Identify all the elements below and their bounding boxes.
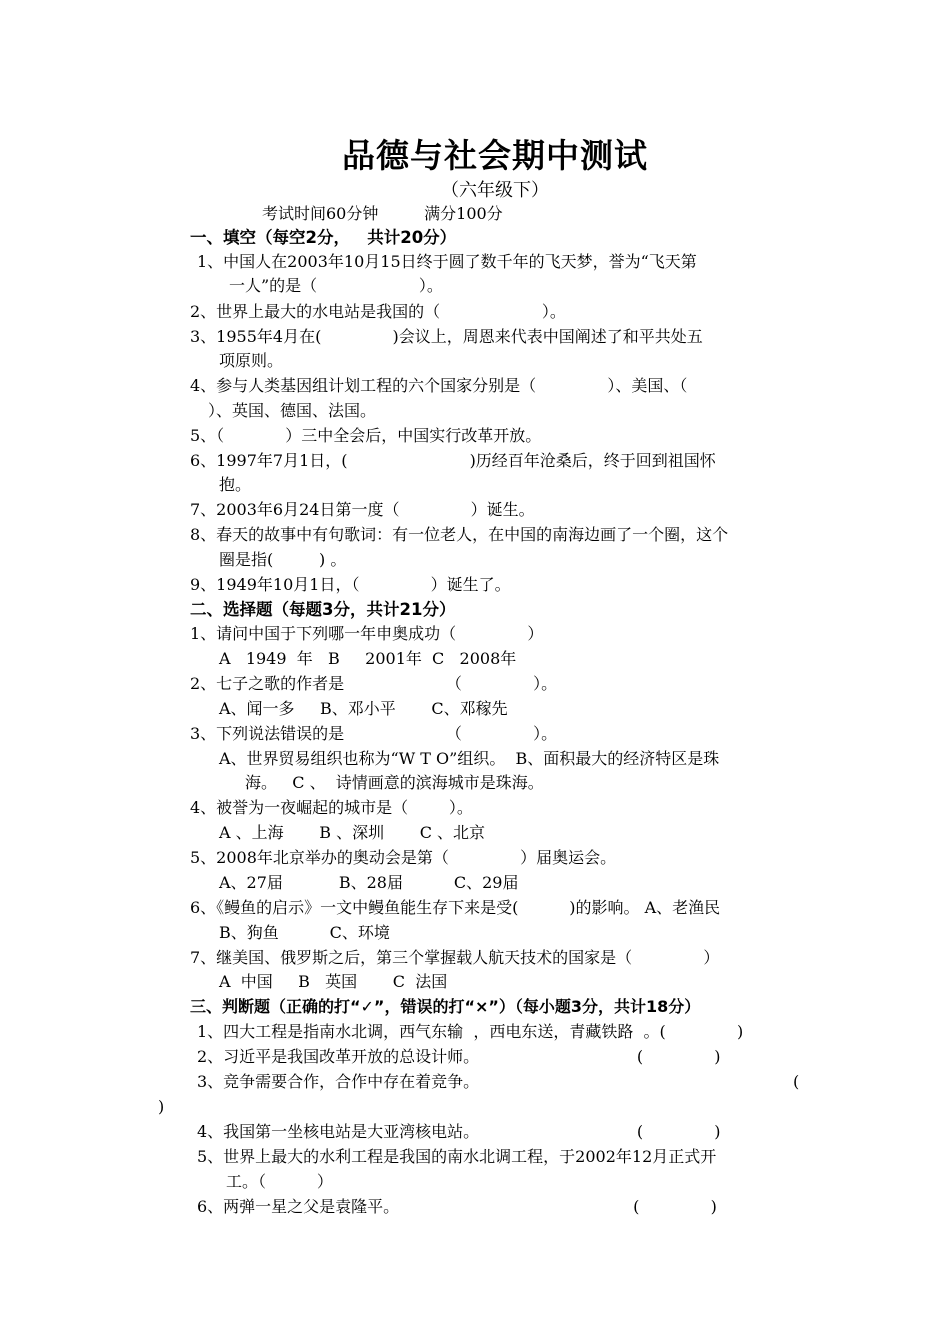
question-line: 3、下列说法错误的是 （ ）。 bbox=[190, 724, 558, 743]
question-line: 1、中国人在2003年10月15日终于圆了数千年的飞天梦，誉为“飞天第 bbox=[197, 252, 697, 271]
option-line: A、27届 B、28届 C、29届 bbox=[219, 873, 519, 892]
option-line: 海。 C 、 诗情画意的滨海城市是珠海。 bbox=[245, 773, 544, 792]
question-line: 5、（ ）三中全会后，中国实行改革开放。 bbox=[190, 426, 542, 445]
question-line: 3、1955年4月在( )会议上，周恩来代表中国阐述了和平共处五 bbox=[190, 327, 703, 346]
section-heading-fill-blank: 一、填空（每空2分， 共计20分） bbox=[190, 228, 457, 247]
question-line: 2、世界上最大的水电站是我国的（ ）。 bbox=[190, 302, 566, 321]
section-heading-true-false: 三、判断题（正确的打“✓”，错误的打“×”）（每小题3分，共计18分） bbox=[190, 997, 701, 1016]
question-line: 4、参与人类基因组计划工程的六个国家分别是（ ）、美国、（ bbox=[190, 376, 688, 395]
question-line: 圈是指( ) 。 bbox=[219, 550, 347, 569]
question-line: 4、我国第一坐核电站是大亚湾核电站。 ( ) bbox=[197, 1122, 721, 1141]
page-subtitle: （六年级下） bbox=[441, 180, 549, 201]
exam-meta: 考试时间60分钟 满分100分 bbox=[262, 204, 503, 223]
question-line: 6、1997年7月1日，( )历经百年沧桑后，终于回到祖国怀 bbox=[190, 451, 716, 470]
question-line: 项原则。 bbox=[219, 351, 284, 370]
question-line: 工。（ ） bbox=[226, 1172, 333, 1191]
question-line: 一人”的是（ ）。 bbox=[229, 276, 443, 295]
question-line: 7、2003年6月24日第一度（ ）诞生。 bbox=[190, 500, 535, 519]
answer-paren-open: ( bbox=[793, 1072, 800, 1091]
answer-paren-close: ) bbox=[158, 1097, 165, 1116]
section-heading-choice: 二、选择题（每题3分，共计21分） bbox=[190, 600, 456, 619]
question-line: 2、七子之歌的作者是 （ ）。 bbox=[190, 674, 558, 693]
option-line: A 1949 年 B 2001年 C 2008年 bbox=[219, 649, 517, 668]
question-line: 2、习近平是我国改革开放的总设计师。 ( ) bbox=[197, 1047, 721, 1066]
question-line: 6、两弹一星之父是袁隆平。 ( ) bbox=[197, 1197, 717, 1216]
question-line: 4、被誉为一夜崛起的城市是（ ）。 bbox=[190, 798, 473, 817]
option-line: A、闻一多 B、邓小平 C、邓稼先 bbox=[219, 699, 508, 718]
option-line: A、世界贸易组织也称为“W T O”组织。 B、面积最大的经济特区是珠 bbox=[219, 749, 720, 768]
question-line: 5、2008年北京举办的奥动会是第（ ）届奥运会。 bbox=[190, 848, 617, 867]
question-line: 7、继美国、俄罗斯之后，第三个掌握载人航天技术的国家是（ ） bbox=[190, 948, 720, 967]
option-line: A 、上海 B 、深圳 C 、北京 bbox=[219, 823, 486, 842]
question-line: 8、春天的故事中有句歌词：有一位老人，在中国的南海边画了一个圈，这个 bbox=[190, 525, 729, 544]
question-line: 5、世界上最大的水利工程是我国的南水北调工程，于2002年12月正式开 bbox=[197, 1147, 717, 1166]
question-line: 3、竞争需要合作，合作中存在着竞争。 bbox=[197, 1072, 480, 1091]
option-line: B、狗鱼 C、环境 bbox=[219, 923, 390, 942]
question-line: 1、请问中国于下列哪一年申奥成功（ ） bbox=[190, 624, 544, 643]
question-line: ）、英国、德国、法国。 bbox=[208, 401, 377, 420]
question-line: 抱。 bbox=[219, 475, 252, 494]
option-line: A 中国 B 英国 C 法国 bbox=[219, 972, 448, 991]
question-line: 6、《鳗鱼的启示》一文中鳗鱼能生存下来是受( )的影响。 A、老渔民 bbox=[190, 898, 721, 917]
question-line: 9、1949年10月1日，（ ）诞生了。 bbox=[190, 575, 511, 594]
page-title: 品德与社会期中测试 bbox=[342, 136, 648, 175]
question-line: 1、四大工程是指南水北调，西气东输 ，西电东送，青藏铁路 。( ) bbox=[197, 1022, 744, 1041]
